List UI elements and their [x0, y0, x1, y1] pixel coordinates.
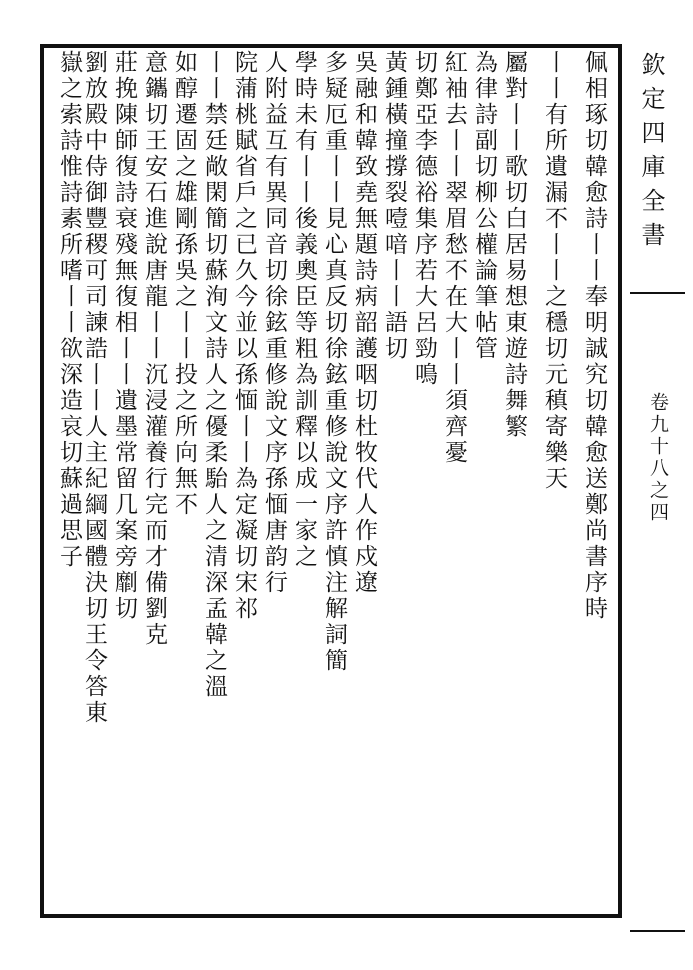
text-column: 人附益互有異同音切徐鉉重修說文序孫愐唐韵行 [261, 50, 287, 596]
text-column: 多疑厄重丨丨見心真反切徐鉉重修說文序許慎注解詞簡 [321, 50, 347, 674]
margin-volume-label: 卷九十八之四 [647, 392, 669, 524]
text-column: 丨丨禁廷敞閑簡切蘇洵文詩人之優柔駘人之清深孟韓之溫 [201, 50, 227, 700]
margin-divider-top [630, 292, 685, 294]
text-column: 莊挽陳師復詩衰殘無復相丨丨遺墨常留几案旁劘切 [111, 50, 137, 622]
text-column: 紅袖去丨丨翠眉愁不在大丨丨須齊憂 [441, 50, 467, 466]
text-column: 學時未有丨丨後義奧臣等粗為訓釋以成一家之 [291, 50, 317, 570]
text-column: 丨丨有所遺漏不丨丨之穩切元稹寄樂天 [541, 50, 567, 492]
margin-book-title: 欽定四庫全書 [637, 52, 665, 256]
text-column: 吳融和韓致堯無題詩病韶護咽切杜牧代人作戍遼 [351, 50, 377, 596]
text-column: 為律詩副切柳公權論筆帖管 [471, 50, 497, 362]
margin-divider-bottom [630, 930, 685, 932]
text-column: 嶽之索詩惟詩素所嗜丨丨欲深造哀切蘇過思子 [56, 50, 82, 570]
text-column: 劉放殿中侍御豐稷可司諫誥丨丨人主紀綱國體決切王令答東 [81, 50, 107, 726]
text-column: 切鄭亞李德裕集序若大呂勁鳴 [411, 50, 437, 388]
text-column: 意鑴切王安石進說唐龍丨丨沉浸灌養行完而才備劉克 [141, 50, 167, 648]
text-column: 如醇遷固之雄剛孫吳之丨丨投之所向無不 [171, 50, 197, 518]
text-column: 院蒲桃賦省戶之已久今並以孫愐丨丨為定凝切宋祁 [231, 50, 257, 622]
text-column: 黃鍾橫撞撐裂噎喑丨丨語切 [381, 50, 407, 362]
text-column: 屬對丨丨歌切白居易想東遊詩舞繁 [501, 50, 527, 440]
text-column: 佩相琢切韓愈詩丨丨奉明誠究切韓愈送鄭尚書序時 [581, 50, 607, 622]
